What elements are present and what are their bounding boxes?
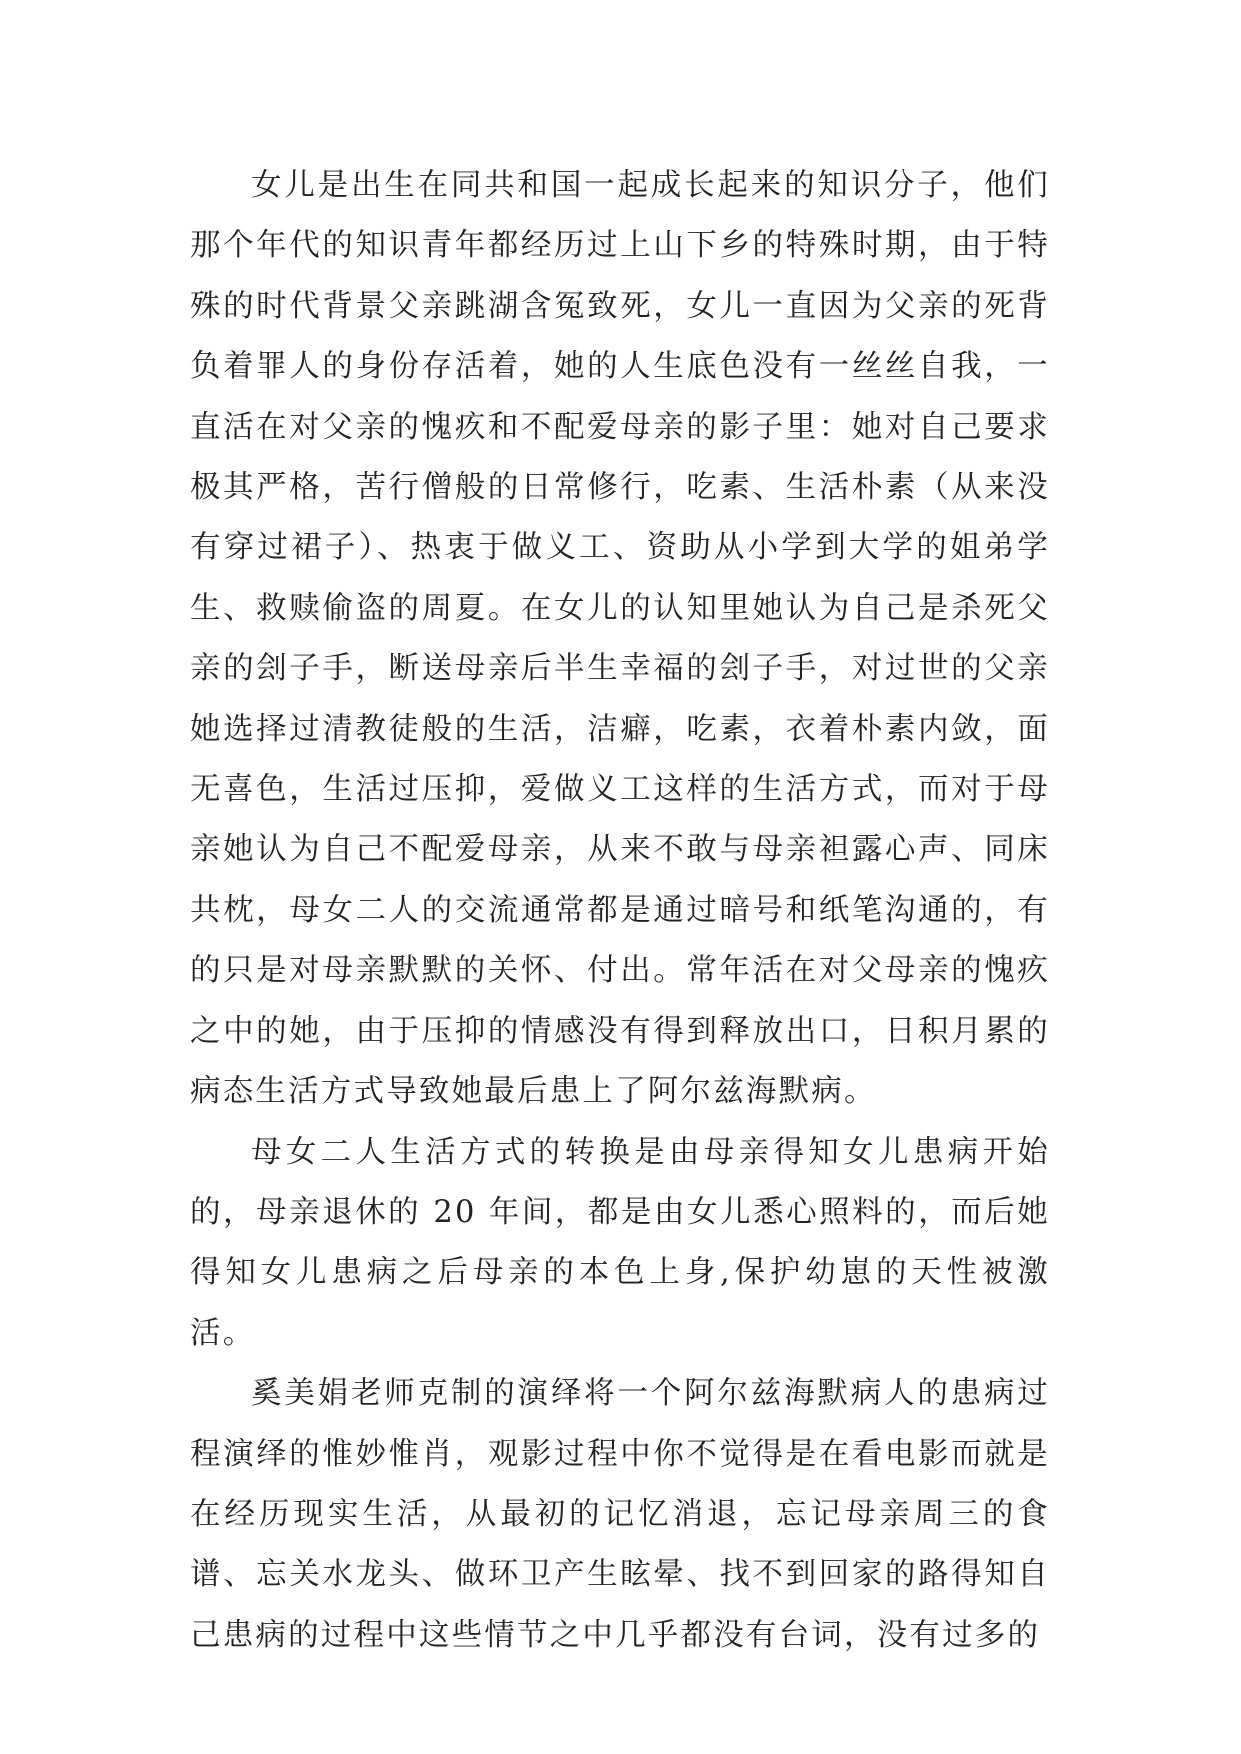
paragraph-1: 女儿是出生在同共和国一起成长起来的知识分子，他们那个年代的知识青年都经历过上山下乡的特殊时期，由于特殊的时代背景父亲跳湖含冤致死，女儿一直因为父亲的死背负着罪人的身份存活着，她的人生底色没有一丝丝自我，一直活在对父亲的愧疚和不配爱母亲的影子里：她对自己要求极其严格，苦行僧般的日常修行，吃素、生活朴素（从来没有穿过裙子）、热衷于做义工、资助从小学到大学的姐弟学生、救赎偷盗的周夏。在女儿的认知里她认为自己是杀死父亲的刽子手，断送母亲后半生幸福的刽子手，对过世的父亲她选择过清教徒般的生活，洁癖，吃素，衣着朴素内敛，面无喜色，生活过压抑，爱做义工这样的生活方式，而对于母亲她认为自己不配爱母亲，从来不敢与母亲袒露心声、同床共枕，母女二人的交流通常都是通过暗号和纸笔沟通的，有的只是对母亲默默的关怀、付出。常年活在对父母亲的愧疚之中的她，由于压抑的情感没有得到释放出口，日积月累的病态生活方式导致她最后患上了阿尔兹海默病。 xyxy=(190,168,1050,1110)
paragraph-3: 奚美娟老师克制的演绎将一个阿尔兹海默病人的患病过程演绎的惟妙惟肖，观影过程中你不觉得是在看电影而就是在经历现实生活，从最初的记忆消退，忘记母亲周三的食谱、忘关水龙头、做环卫产生眩晕、找不到回家的路得知自己患病的过程中这些情节之中几乎都没有台词，没有过多的 xyxy=(190,1376,1050,1653)
body-text xyxy=(190,156,1050,1666)
paragraph-2: 母女二人生活方式的转换是由母亲得知女儿患病开始的，母亲退休的 20 年间，都是由女儿悉心照料的，而后她得知女儿患病之后母亲的本色上身,保护幼崽的天性被激活。 xyxy=(190,1134,1050,1351)
